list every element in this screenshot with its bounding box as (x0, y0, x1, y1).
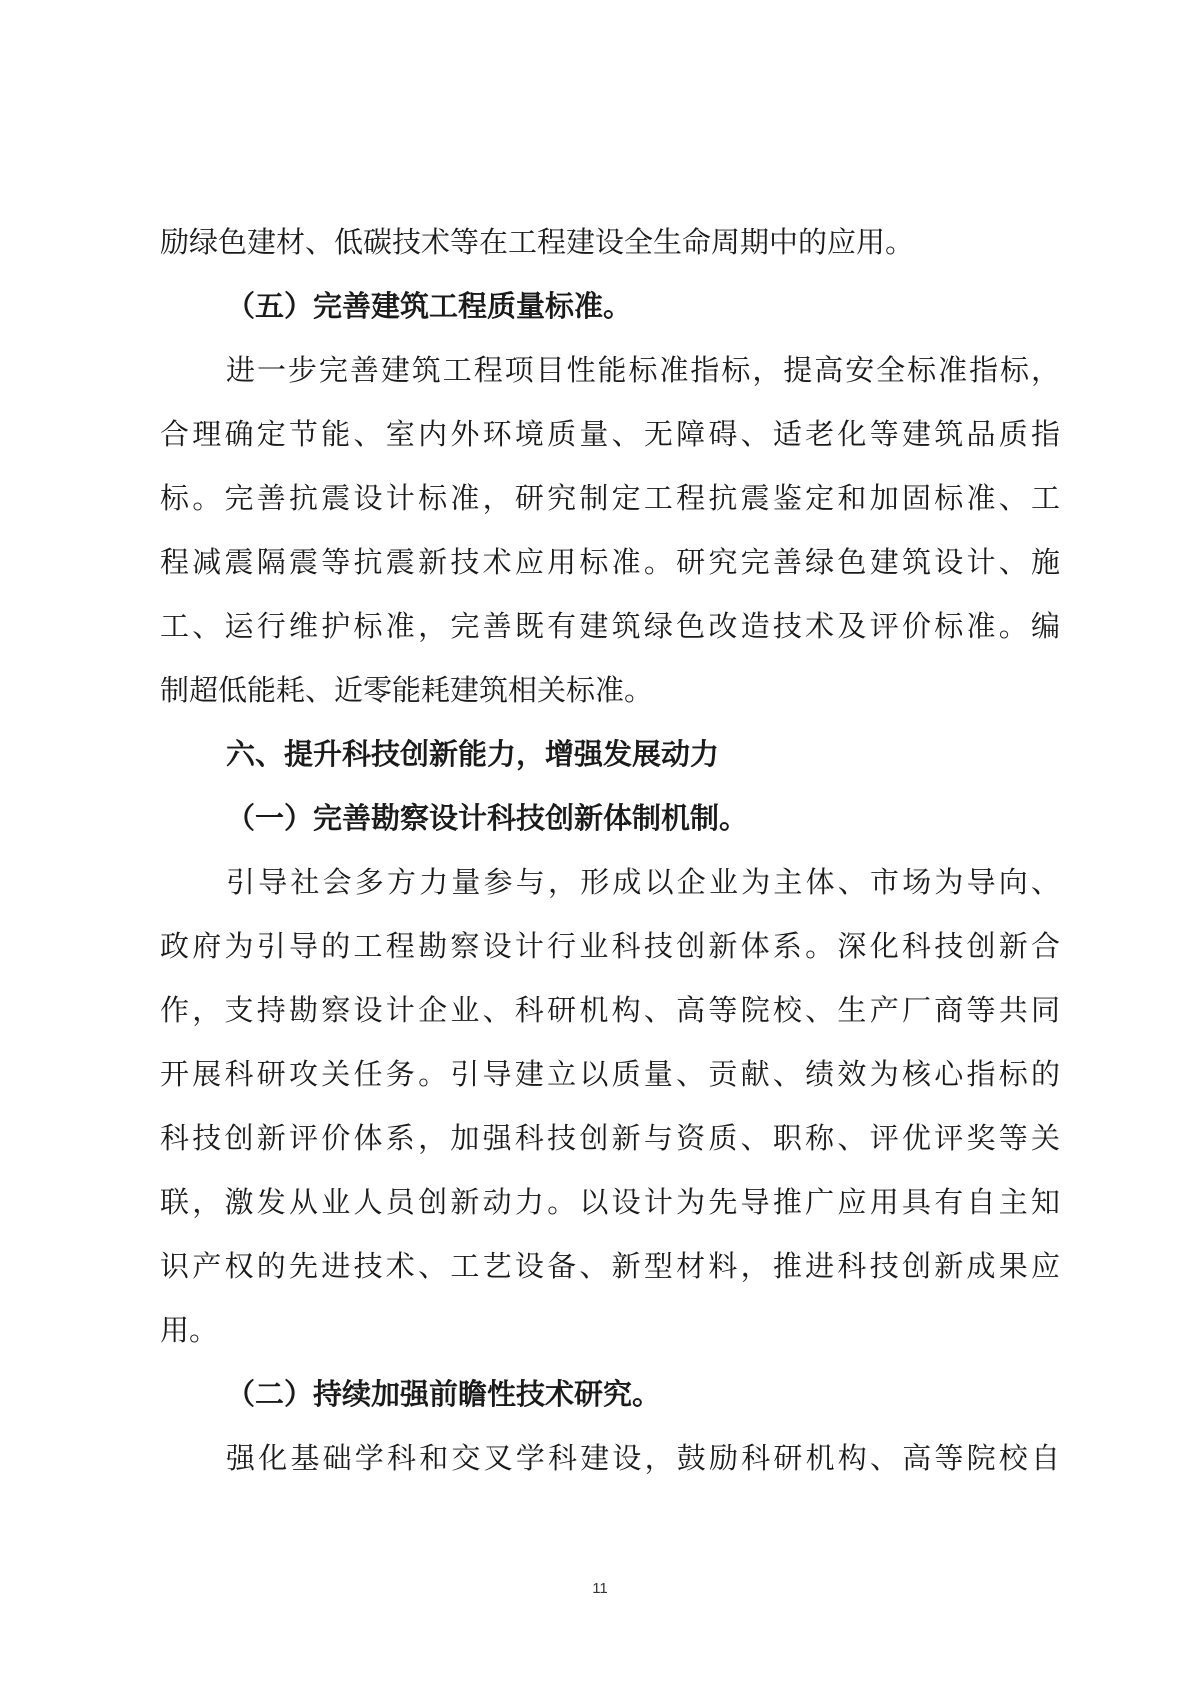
page-number: 11 (592, 1580, 608, 1597)
paragraph-line: 用。 (160, 1313, 219, 1347)
paragraph-line: 励绿色建材、低碳技术等在工程建设全生命周期中的应用。 (160, 225, 915, 259)
paragraph-line: 强化基础学科和交叉学科建设，鼓励科研机构、高等院校自 (226, 1441, 1060, 1475)
paragraph-line: 程减震隔震等抗震新技术应用标准。研究完善绿色建筑设计、施 (160, 545, 1060, 579)
paragraph-line: 科技创新评价体系，加强科技创新与资质、职称、评优评奖等关 (160, 1121, 1060, 1155)
paragraph-line: 联，激发从业人员创新动力。以设计为先导推广应用具有自主知 (160, 1185, 1060, 1219)
paragraph-line: 合理确定节能、室内外环境质量、无障碍、适老化等建筑品质指 (160, 417, 1060, 451)
paragraph-line: 标。完善抗震设计标准，研究制定工程抗震鉴定和加固标准、工 (160, 481, 1060, 515)
section-heading-6: 六、提升科技创新能力，增强发展动力 (226, 737, 720, 771)
paragraph-line: 工、运行维护标准，完善既有建筑绿色改造技术及评价标准。编 (160, 609, 1060, 643)
paragraph-line: 引导社会多方力量参与，形成以企业为主体、市场为导向、 (226, 865, 1060, 899)
section-subheading-2: （二）持续加强前瞻性技术研究。 (226, 1377, 662, 1411)
paragraph-line: 识产权的先进技术、工艺设备、新型材料，推进科技创新成果应 (160, 1249, 1060, 1283)
section-subheading-1: （一）完善勘察设计科技创新体制机制。 (226, 801, 749, 835)
section-subheading-5: （五）完善建筑工程质量标准。 (226, 289, 633, 323)
body-text (160, 210, 1060, 1490)
paragraph-line: 制超低能耗、近零能耗建筑相关标准。 (160, 673, 654, 707)
paragraph-line: 政府为引导的工程勘察设计行业科技创新体系。深化科技创新合 (160, 929, 1060, 963)
paragraph-line: 进一步完善建筑工程项目性能标准指标，提高安全标准指标， (226, 353, 1060, 387)
paragraph-line: 作，支持勘察设计企业、科研机构、高等院校、生产厂商等共同 (160, 993, 1060, 1027)
paragraph-line: 开展科研攻关任务。引导建立以质量、贡献、绩效为核心指标的 (160, 1057, 1060, 1091)
